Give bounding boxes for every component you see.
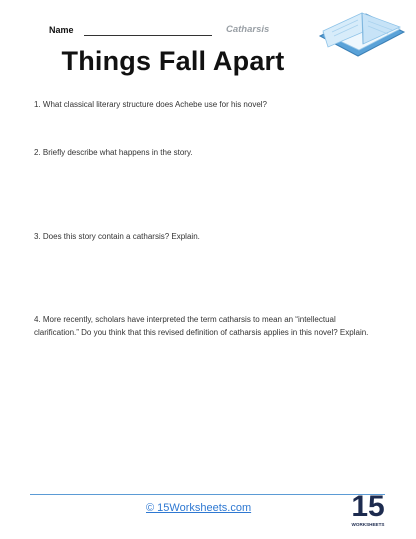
question-1: 1. What classical literary structure does Achebe use for his novel? — [34, 100, 267, 109]
15-worksheets-logo — [351, 485, 385, 531]
question-2: 2. Briefly describe what happens in the story. — [34, 148, 193, 157]
question-4: 4. More recently, scholars have interpreted the term catharsis to mean an “intellectual clarification.” Do you think that this revised definition of catharsis applies in this novel? Explain. — [34, 315, 369, 337]
logo-text: WORKSHEETS — [351, 522, 385, 527]
footer-divider — [30, 494, 385, 495]
topic-label: Catharsis — [226, 24, 270, 35]
name-line[interactable] — [84, 35, 212, 36]
question-3: 3. Does this story contain a catharsis? Explain. — [34, 232, 200, 241]
footer-link[interactable]: © 15Worksheets.com — [146, 502, 252, 514]
logo-number: 15 — [351, 490, 385, 523]
name-label: Name — [49, 25, 74, 35]
page-title: Things Fall Apart — [61, 46, 285, 76]
